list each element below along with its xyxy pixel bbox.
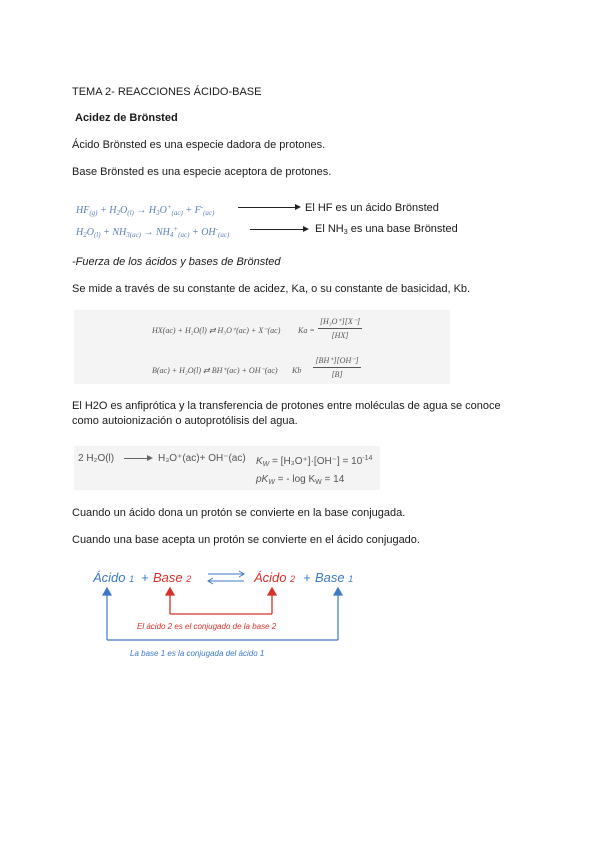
kb-reaction: B(ac) + H₂O(l) ⇄ BH⁺(ac) + OH⁻(ac) (152, 366, 278, 375)
subscript: 2 (116, 209, 120, 217)
label-text: El NH (315, 223, 344, 235)
plus: + (182, 205, 195, 216)
base-word: Base (153, 570, 183, 585)
diagram-red-label: El ácido 2 es el conjugado de la base 2 (137, 622, 277, 631)
charge: + (173, 225, 179, 233)
index: 1 (348, 574, 354, 584)
state: (g) (89, 209, 98, 217)
paragraph-h2o-line1: El H2O es anfiprótica y la transferencia de protones entre moléculas de agua se conoce (72, 400, 501, 412)
kb-symbol: Kb (292, 366, 302, 375)
section-heading-acidez: Acidez de Brönsted (75, 112, 178, 124)
formula-oh: OH (201, 227, 216, 238)
kb-denominator: [B] (331, 370, 343, 379)
exponent: -14 (362, 455, 373, 462)
kw-products: H₃O⁺(ac)+ OH⁻(ac) (158, 453, 246, 464)
subscript: W (268, 479, 275, 486)
state: (ac) (217, 231, 230, 239)
kw-symbol: K (256, 456, 263, 467)
diagram-plus-right: + (303, 570, 311, 585)
state: (ac) (129, 231, 142, 239)
paragraph-acid-conjugate: Cuando un ácido dona un protón se convierte en la base conjugada. (72, 507, 406, 519)
subscript: W (315, 479, 322, 486)
reaction-arrow: → (133, 205, 149, 216)
charge: + (166, 203, 172, 211)
state: (l) (93, 231, 101, 239)
state: (l) (127, 209, 134, 217)
equilibrium-arrows (208, 571, 244, 584)
plus: + (100, 227, 113, 238)
subscript: 3 (126, 231, 130, 239)
formula-nh3: NH (112, 227, 127, 238)
state: (ac) (203, 209, 215, 217)
subscript: 3 (156, 209, 160, 217)
section-heading-fuerza: -Fuerza de los ácidos y bases de Brönsted (72, 256, 281, 268)
paragraph-ka-kb: Se mide a través de su constante de acidez, Ka, o su constante de basicidad, Kb. (72, 283, 471, 295)
index: 2 (186, 574, 192, 584)
reaction-arrow: → (141, 227, 157, 238)
ka-reaction: HX(ac) + H₂O(l) ⇄ H₃O⁺(ac) + X⁻(ac) (152, 326, 281, 335)
formula-f: F (194, 205, 201, 216)
acido-word: Ácido (254, 570, 287, 585)
diagram-plus-left: + (141, 570, 149, 585)
ka-numerator: [H₃O⁺][X⁻] (319, 317, 361, 326)
pkw-symbol: pK (256, 474, 269, 485)
pkw-formula: = - log K (274, 474, 316, 485)
plus: + (97, 205, 110, 216)
paragraph-base-definition: Base Brönsted es una especie aceptora de protones. (72, 166, 332, 178)
pkw-value: = 14 (321, 474, 345, 485)
state: (ac) (171, 209, 183, 217)
formula-o: O (86, 227, 94, 238)
formula-h2o: H (76, 227, 84, 238)
subscript: 3 (343, 229, 348, 236)
kb-numerator: [BH⁺][OH⁻] (315, 356, 359, 365)
equation-hf-label: El HF es un ácido Brönsted (305, 202, 439, 214)
paragraph-acid-definition: Ácido Brönsted es una especie dadora de protones. (72, 139, 326, 151)
kw-reactant: 2 H₂O(l) (78, 453, 115, 464)
charge: - (215, 225, 218, 233)
kw-value: = [H₃O⁺]·[OH⁻] = 10 (269, 456, 363, 467)
acido-word: Ácido (93, 570, 126, 585)
ka-denominator: [HX] (331, 331, 349, 340)
formula-h2o: H (109, 205, 117, 216)
formula-hf: HF (76, 205, 90, 216)
index: 1 (129, 574, 135, 584)
index: 2 (290, 574, 296, 584)
formula-h3o: H (148, 205, 157, 216)
paragraph-h2o-line2: como autoionización o autoprotólisis del agua. (72, 415, 298, 427)
formula-nh4: NH (156, 227, 170, 238)
red-conjugate-bracket (166, 588, 276, 614)
ka-symbol: Ka = (298, 326, 315, 335)
formula-o: O (120, 205, 128, 216)
diagram-blue-label: La base 1 es la conjugada del ácido 1 (130, 649, 265, 658)
page-title: TEMA 2- REACCIONES ÁCIDO-BASE (72, 86, 262, 98)
formula-o: O (159, 205, 167, 216)
paragraph-base-conjugate: Cuando una base acepta un protón se convierte en el ácido conjugado. (72, 534, 420, 546)
label-text: es una base Brönsted (347, 223, 458, 235)
subscript: 2 (83, 231, 87, 239)
plus: + (189, 227, 202, 238)
subscript: 4 (169, 231, 174, 239)
base-word: Base (315, 570, 345, 585)
charge: - (200, 203, 204, 211)
state: (ac) (178, 231, 190, 239)
subscript: W (262, 461, 270, 468)
